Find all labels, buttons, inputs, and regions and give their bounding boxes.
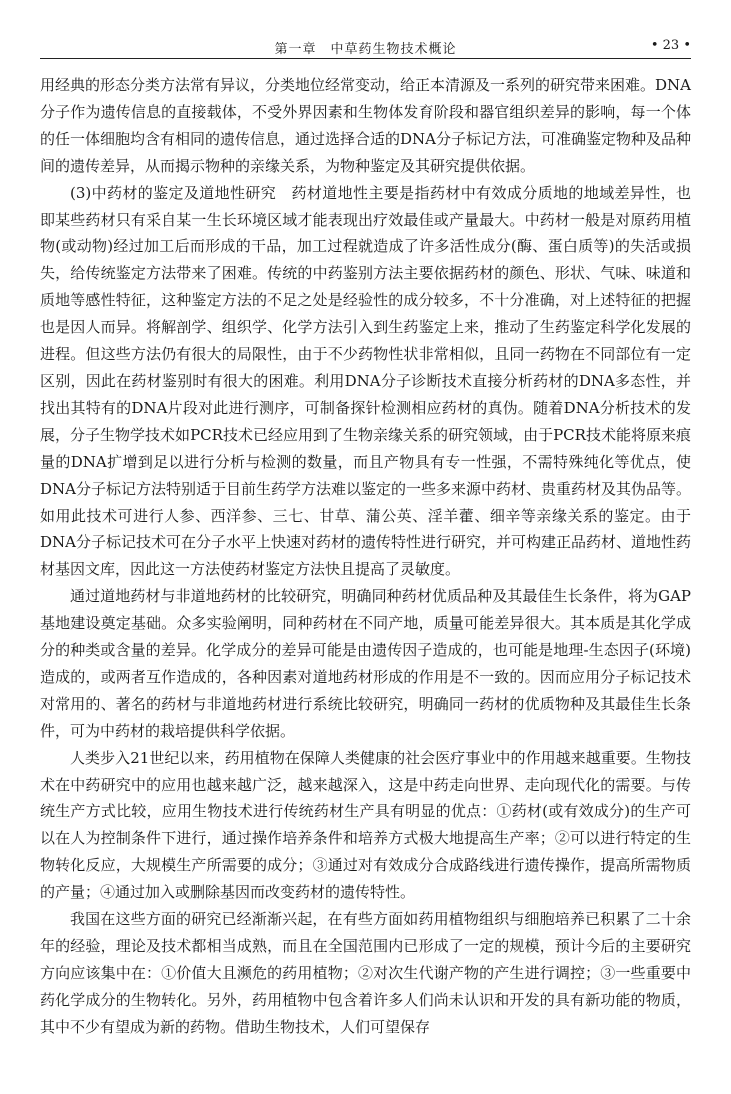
body-text: [40, 72, 691, 1041]
paragraph-section-3: (3)中药材的鉴定及道地性研究 药材道地性主要是指药材中有效成分质地的地域差异性，也即某些药材只有采自某一生长环境区域才能表现出疗效最佳或产量最大。中药材一般是对原药用植物(或动物)经过加工后而形成的干品，加工过程就造成了许多活性成分(酶、蛋白质等)的失活或损失，给传统鉴定方法带来了困难。传统的中药鉴别方法主要依据药材的颜色、形状、气味、味道和质地等感性特征，这种鉴定方法的不足之处是经验性的成分较多，不十分准确，对上述特征的把握也是因人而异。将解剖学、组织学、化学方法引入到生药鉴定上来，推动了生药鉴定科学化发展的进程。但这些方法仍有很大的局限性，由于不少药物性状非常相似，且同一药物在不同部位有一定区别，因此在药材鉴别时有很大的困难。利用DNA分子诊断技术直接分析药材的DNA多态性，并找出其特有的DNA片段对此进行测序，可制备探针检测相应药材的真伪。随着DNA分析技术的发展，分子生物学技术如PCR技术已经应用到了生物亲缘关系的研究领域，由于PCR技术能将原来痕量的DNA扩增到足以进行分析与检测的数量，而且产物具有专一性强，不需特殊纯化等优点，使DNA分子标记方法特别适于目前生药学方法难以鉴定的一些多来源中药材、贵重药材及其伪品等。如用此技术可进行人参、西洋参、三七、甘草、蒲公英、淫羊藿、细辛等亲缘关系的鉴定。由于DNA分子标记技术可在分子水平上快速对药材的遗传特性进行研究，并可构建正品药材、道地性药材基因文库，因此这一方法使药材鉴定方法快且提高了灵敏度。: [40, 183, 691, 579]
page-number: • 23 •: [650, 38, 691, 53]
chapter-title: 第一章 中草药生物技术概论: [274, 42, 457, 57]
paragraph-21st-century: 人类步入21世纪以来，药用植物在保障人类健康的社会医疗事业中的作用越来越重要。生物技术在中药研究中的应用也越来越广泛，越来越深入，这是中药走向世界、走向现代化的需要。与传统生产方式比较，应用生物技术进行传统药材生产具有明显的优点：①药材(或有效成分)的生产可以在人为控制条件下进行，通过操作培养条件和培养方式极大地提高生产率；②可以进行特定的生物转化反应，大规模生产所需要的成分；③通过对有效成分合成路线进行遗传操作，提高所需物质的产量；④通过加入或删除基因而改变药材的遗传特性。: [40, 748, 691, 902]
paragraph-continued: 用经典的形态分类方法常有异议，分类地位经常变动，给正本清源及一系列的研究带来困难。DNA分子作为遗传信息的直接载体，不受外界因素和生物体发育阶段和器官组织差异的影响，每一个体的任一体细胞均含有相同的遗传信息，通过选择合适的DNA分子标记方法，可准确鉴定物种及品种间的遗传差异，从而揭示物种的亲缘关系，为物种鉴定及其研究提供依据。: [40, 76, 691, 175]
paragraph-gap: 通过道地药材与非道地药材的比较研究，明确同种药材优质品种及其最佳生长条件，将为GAP基地建设奠定基础。众多实验阐明，同种药材在不同产地，质量可能差异很大。其本质是其化学成分的种类或含量的差异。化学成分的差异可能是由遗传因子造成的，也可能是地理-生态因子(环境)造成的，或两者互作造成的，各种因素对道地药材形成的作用是不一致的。因而应用分子标记技术对常用的、著名的药材与非道地药材进行系统比较研究，明确同一药材的优质物种及其最佳生长条件，可为中药材的栽培提供科学依据。: [40, 587, 691, 740]
paragraph-research-directions: 我国在这些方面的研究已经渐渐兴起，在有些方面如药用植物组织与细胞培养已积累了二十余年的经验，理论及技术都相当成熟，而且在全国范围内已形成了一定的规模，预计今后的主要研究方向应该集中在：①价值大且濒危的药用植物；②对次生代谢产物的产生进行调控；③一些重要中药化学成分的生物转化。另外，药用植物中包含着许多人们尚未认识和开发的具有新功能的物质，其中不少有望成为新的药物。借助生物技术，人们可望保存: [40, 910, 691, 1036]
running-header: [40, 36, 691, 59]
